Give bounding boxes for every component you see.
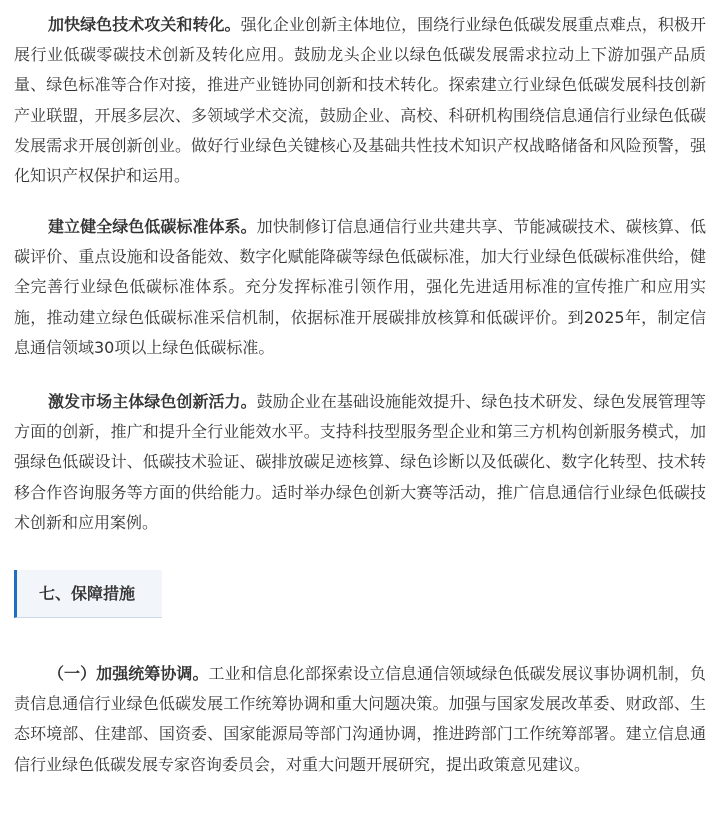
section-heading-box xyxy=(14,570,162,618)
paragraph-lead: （一）加强统筹协调。 xyxy=(48,664,209,683)
paragraph-body: 工业和信息化部探索设立信息通信领域绿色低碳发展议事协调机制，负责信息通信行业绿色低碳发展工作统筹协调和重大问题决策。加强与国家发展改革委、财政部、生态环境部、住建部、国资委、国家能源局等部门沟通协调，推进跨部门工作统筹部署。建立信息通信行业绿色低碳发展专家咨询委员会，对重大问题开展研究，提出政策意见建议。 xyxy=(14,664,706,774)
paragraph-market-innovation xyxy=(14,387,706,538)
paragraph-coordination xyxy=(14,659,706,780)
paragraph-lead: 激发市场主体绿色创新活力。 xyxy=(48,392,257,411)
paragraph-lead: 加快绿色技术攻关和转化。 xyxy=(48,15,241,34)
section-heading: 七、保障措施 xyxy=(39,584,136,603)
paragraph-lead: 建立健全绿色低碳标准体系。 xyxy=(48,217,257,236)
paragraph-body: 强化企业创新主体地位，围绕行业绿色低碳发展重点难点，积极开展行业低碳零碳技术创新及转化应用。鼓励龙头企业以绿色低碳发展需求拉动上下游加强产品质量、绿色标准等合作对接，推进产业链协同创新和技术转化。探索建立行业绿色低碳发展科技创新产业联盟，开展多层次、多领域学术交流，鼓励企业、高校、科研机构围绕信息通信行业绿色低碳发展需求开展创新创业。做好行业绿色关键核心及基础共性技术知识产权战略储备和风险预警，强化知识产权保护和运用。 xyxy=(14,15,706,186)
paragraph-body: 加快制修订信息通信行业共建共享、节能减碳技术、碳核算、低碳评价、重点设施和设备能效、数字化赋能降碳等绿色低碳标准，加大行业绿色低碳标准供给，健全完善行业绿色低碳标准体系。充分发挥标准引领作用，强化先进适用标准的宣传推广和应用实施，推动建立绿色低碳标准采信机制，依据标准开展碳排放核算和低碳评价。到2025年，制定信息通信领域30项以上绿色低碳标准。 xyxy=(14,217,706,357)
paragraph-body: 鼓励企业在基础设施能效提升、绿色技术研发、绿色发展管理等方面的创新，推广和提升全行业能效水平。支持科技型服务型企业和第三方机构创新服务模式，加强绿色低碳设计、低碳技术验证、碳排放碳足迹核算、绿色诊断以及低碳化、数字化转型、技术转移合作咨询服务等方面的供给能力。适时举办绿色创新大赛等活动，推广信息通信行业绿色低碳技术创新和应用案例。 xyxy=(14,392,706,532)
paragraph-standards xyxy=(14,212,706,363)
paragraph-green-tech xyxy=(14,10,706,191)
